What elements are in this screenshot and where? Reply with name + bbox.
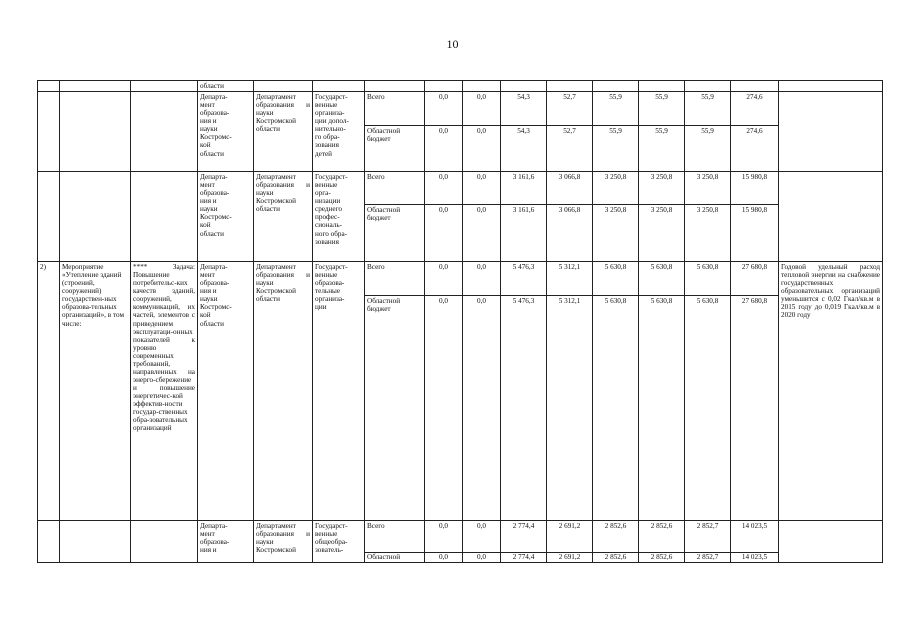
cell-empty bbox=[779, 172, 883, 262]
cell-value: 5 630,8 bbox=[685, 262, 731, 296]
cell-value: 0,0 bbox=[463, 296, 501, 521]
cell-empty bbox=[365, 81, 425, 92]
cell-value: 2 774,4 bbox=[501, 553, 547, 563]
cell-empty bbox=[38, 172, 60, 262]
cell-value: 27 680,8 bbox=[731, 296, 779, 521]
cell-value: 3 161,6 bbox=[501, 172, 547, 205]
cell-value: 3 066,8 bbox=[547, 172, 593, 205]
cell-value: 2 852,6 bbox=[639, 521, 685, 553]
cell-value: 0,0 bbox=[425, 126, 463, 172]
cell-value: 5 630,8 bbox=[593, 296, 639, 521]
cell-empty bbox=[60, 521, 131, 563]
cell-empty bbox=[131, 172, 198, 262]
cell-value: 5 476,3 bbox=[501, 262, 547, 296]
cell-empty bbox=[60, 92, 131, 172]
cell-empty bbox=[779, 521, 883, 563]
cell-value: 5 476,3 bbox=[501, 296, 547, 521]
cell-executor: Департа- мент образова- ния и bbox=[198, 521, 254, 563]
cell-value: 2 774,4 bbox=[501, 521, 547, 553]
cell-value: 15 980,8 bbox=[731, 205, 779, 262]
cell-empty bbox=[131, 81, 198, 92]
cell-funding-source: Всего bbox=[365, 172, 425, 205]
cell-item-number: 2) bbox=[38, 262, 60, 521]
cell-funding-source: Областной бюджет bbox=[365, 126, 425, 172]
cell-funding-source: Всего bbox=[365, 262, 425, 296]
cell-value: 54,3 bbox=[501, 126, 547, 172]
table-row bbox=[38, 92, 883, 126]
cell-value: 0,0 bbox=[463, 172, 501, 205]
cell-value: 0,0 bbox=[425, 521, 463, 553]
cell-empty bbox=[779, 92, 883, 172]
table-row bbox=[38, 172, 883, 205]
cell-empty bbox=[60, 81, 131, 92]
cell-value: 14 023,5 bbox=[731, 553, 779, 563]
table-row bbox=[38, 521, 883, 553]
table-row bbox=[38, 262, 883, 296]
cell-value: 3 250,8 bbox=[685, 172, 731, 205]
cell-value: 3 250,8 bbox=[685, 205, 731, 262]
cell-value: 3 161,6 bbox=[501, 205, 547, 262]
cell-value: 27 680,8 bbox=[731, 262, 779, 296]
cell-value: 3 250,8 bbox=[639, 205, 685, 262]
cell-coexecutor: Департамент образования и науки Костромской области bbox=[254, 172, 313, 262]
cell-value: 3 250,8 bbox=[593, 205, 639, 262]
cell-value: 274,6 bbox=[731, 126, 779, 172]
cell-participant: Государст- венные общеобра- зователь- bbox=[313, 521, 365, 563]
cell-value: 0,0 bbox=[425, 296, 463, 521]
budget-table bbox=[37, 80, 883, 563]
cell-value: 54,3 bbox=[501, 92, 547, 126]
cell-empty bbox=[254, 81, 313, 92]
cell-executor: Департа- мент образова- ния и науки Костромс- кой области bbox=[198, 262, 254, 521]
cell-value: 2 852,6 bbox=[593, 553, 639, 563]
cell-empty bbox=[131, 92, 198, 172]
cell-value: 52,7 bbox=[547, 126, 593, 172]
cell-value: 274,6 bbox=[731, 92, 779, 126]
cell-value: 0,0 bbox=[425, 553, 463, 563]
cell-value: 0,0 bbox=[463, 553, 501, 563]
cell-value: 55,9 bbox=[639, 126, 685, 172]
cell-empty bbox=[38, 81, 60, 92]
cell-value: 0,0 bbox=[463, 521, 501, 553]
cell-value: 3 250,8 bbox=[639, 172, 685, 205]
cell-executor: Департа- мент образова- ния и науки Костромс- кой области bbox=[198, 92, 254, 172]
cell-executor: Департа- мент образова- ния и науки Костромс- кой области bbox=[198, 172, 254, 262]
table-row bbox=[38, 81, 883, 92]
cell-value: 2 691,2 bbox=[547, 521, 593, 553]
cell-funding-source: Всего bbox=[365, 92, 425, 126]
cell-value: 14 023,5 bbox=[731, 521, 779, 553]
cell-value: 52,7 bbox=[547, 92, 593, 126]
cell-value: 3 066,8 bbox=[547, 205, 593, 262]
cell-participant: Государст- венные образова- тельные организа- ции bbox=[313, 262, 365, 521]
cell-value: 0,0 bbox=[463, 126, 501, 172]
cell-value: 2 852,7 bbox=[685, 553, 731, 563]
cell-value: 5 630,8 bbox=[639, 262, 685, 296]
cell-participant: Государст- венные организа- ции допол- нительно- го обра- зования детей bbox=[313, 92, 365, 172]
cell-empty bbox=[313, 81, 365, 92]
cell-value: 15 980,8 bbox=[731, 172, 779, 205]
cell-value: 2 691,2 bbox=[547, 553, 593, 563]
cell-executor: области bbox=[198, 81, 254, 92]
cell-value: 55,9 bbox=[685, 126, 731, 172]
cell-value: 55,9 bbox=[593, 92, 639, 126]
cell-value: 2 852,7 bbox=[685, 521, 731, 553]
cell-value: 5 630,8 bbox=[593, 262, 639, 296]
cell-value: 55,9 bbox=[685, 92, 731, 126]
cell-funding-source: Областной бюджет bbox=[365, 296, 425, 521]
cell-value: 5 312,1 bbox=[547, 296, 593, 521]
cell-funding-source: Областной бюджет bbox=[365, 205, 425, 262]
cell-coexecutor: Департамент образования и науки Костромской bbox=[254, 521, 313, 563]
cell-value: 5 630,8 bbox=[639, 296, 685, 521]
cell-expected-result: Годовой удельный расход тепловой энергии на снабжение государственных образовательных организаций уменьшится с 0,02 Гкал/кв.м в 2015 году до 0,019 Гкал/кв.м в 2020 году bbox=[779, 262, 883, 521]
cell-empty bbox=[38, 521, 60, 563]
cell-funding-source: Областной bbox=[365, 553, 425, 563]
cell-measure-name: Мероприятие «Утепление зданий (строений, сооружений) государствен-ных образова-тельных организаций», в том числе: bbox=[60, 262, 131, 521]
cell-funding-source: Всего bbox=[365, 521, 425, 553]
cell-coexecutor: Департамент образования и науки Костромской области bbox=[254, 92, 313, 172]
cell-value: 5 630,8 bbox=[685, 296, 731, 521]
cell-value: 0,0 bbox=[425, 172, 463, 205]
cell-value: 0,0 bbox=[425, 92, 463, 126]
cell-value: 5 312,1 bbox=[547, 262, 593, 296]
cell-value: 55,9 bbox=[639, 92, 685, 126]
cell-value: 0,0 bbox=[425, 205, 463, 262]
cell-participant: Государст- венные орга- низации среднего профес- сиональ- ного обра- зования bbox=[313, 172, 365, 262]
cell-value: 0,0 bbox=[463, 262, 501, 296]
page-number: 10 bbox=[446, 37, 459, 51]
cell-empty bbox=[60, 172, 131, 262]
cell-empty bbox=[131, 521, 198, 563]
cell-value: 55,9 bbox=[593, 126, 639, 172]
cell-value: 0,0 bbox=[425, 262, 463, 296]
cell-value: 2 852,6 bbox=[639, 553, 685, 563]
cell-value: 0,0 bbox=[463, 92, 501, 126]
cell-empty bbox=[38, 92, 60, 172]
cell-task: **** Задача: Повышение потребительс-ких качеств зданий, сооружений, коммуникаций, их частей, элементов с приведением эксплуатаци-онных показателей к уровню современных требований, направленных на энерго-сбережение и повышение энергетичес-кой эффектив-ности государ-ственных обра-зовательных организаций bbox=[131, 262, 198, 521]
cell-value: 2 852,6 bbox=[593, 521, 639, 553]
cell-coexecutor: Департамент образования и науки Костромской области bbox=[254, 262, 313, 521]
cell-value: 3 250,8 bbox=[593, 172, 639, 205]
cell-value: 0,0 bbox=[463, 205, 501, 262]
